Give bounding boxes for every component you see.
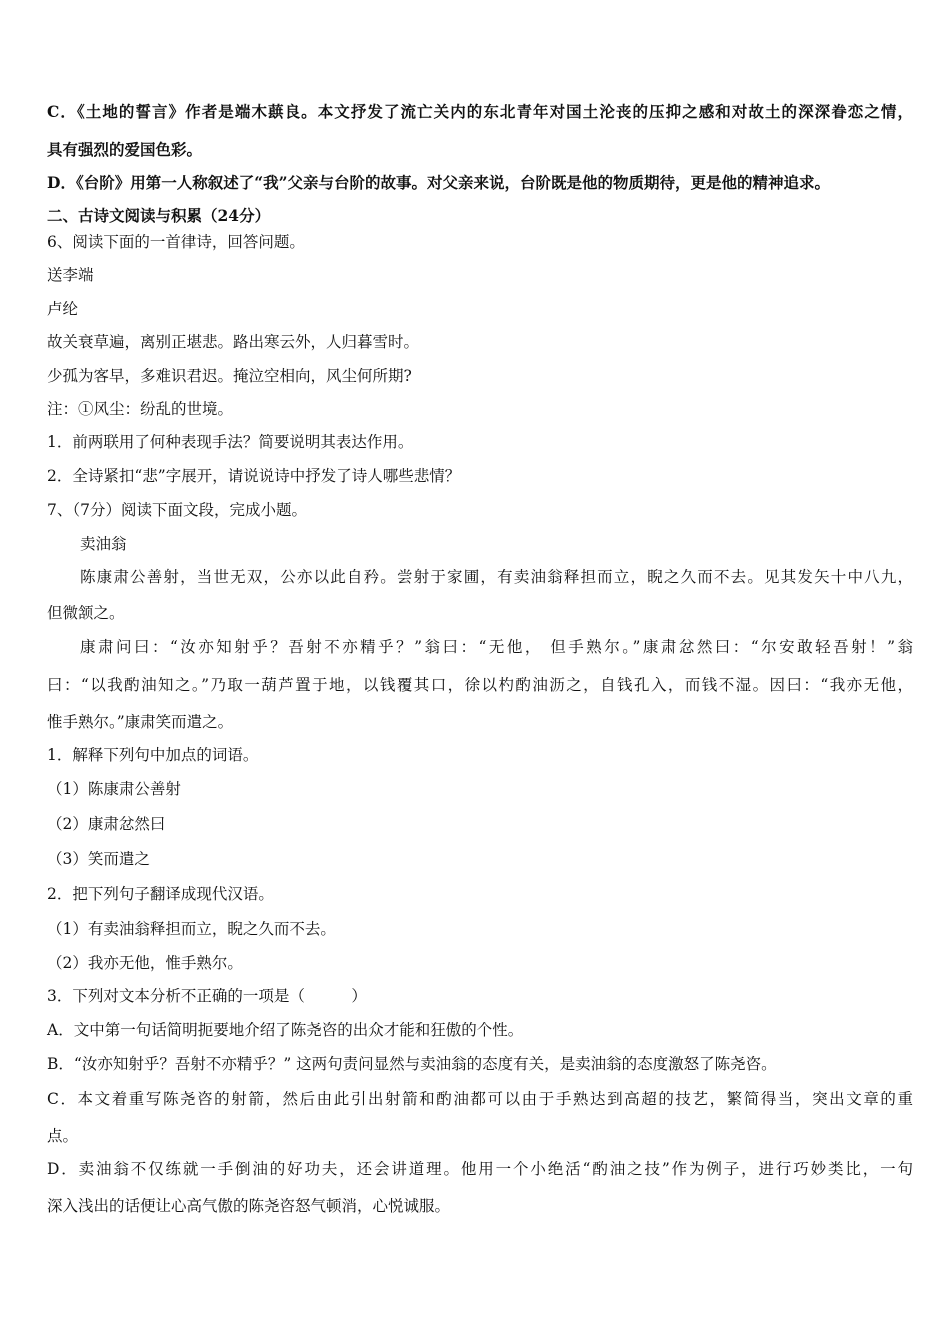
q7-option-c-line1: C．本文着重写陈尧咨的射箭，然后由此引出射箭和酌油都可以由于手熟达到高超的技艺，繁简得当，突出文章的重 — [47, 1090, 913, 1108]
poem-line-1: 故关衰草遍，离别正堪悲。路出寒云外，人归暮雪时。 — [47, 333, 420, 351]
poem-line-2: 少孤为客早，多难识君迟。掩泣空相向，风尘何所期? — [47, 367, 412, 385]
option-c-line1: C．《土地的誓言》作者是端木蕻良。本文抒发了流亡关内的东北青年对国土沦丧的压抑之感和对故土的深深眷恋之情， — [47, 102, 913, 121]
q6-sub1: 1．前两联用了何种表现手法？简要说明其表达作用。 — [47, 433, 414, 451]
q7-sub1-c: （3）笑而遣之 — [47, 850, 150, 868]
q7-sub2-b: （2）我亦无他，惟手熟尔。 — [47, 954, 243, 972]
para1-line1: 陈康肃公善射，当世无双，公亦以此自矜。尝射于家圃，有卖油翁释担而立，睨之久而不去。见其发矢十中八九， — [80, 568, 913, 586]
option-d: D．《台阶》用第一人称叙述了“我”父亲与台阶的故事。对父亲来说，台阶既是他的物质期待，更是他的精神追求。 — [47, 173, 831, 192]
text-title: 卖油翁 — [80, 535, 127, 553]
para2-line2: 曰：“以我酌油知之。”乃取一葫芦置于地，以钱覆其口，徐以杓酌油沥之，自钱孔入，而钱不湿。因曰：“我亦无他， — [47, 676, 913, 694]
poem-title: 送李端 — [47, 266, 94, 284]
q7-option-d-line1: D．卖油翁不仅练就一手倒油的好功夫，还会讲道理。他用一个小绝活“酌油之技”作为例子，进行巧妙类比，一句 — [47, 1160, 913, 1178]
q7-sub2: 2．把下列句子翻译成现代汉语。 — [47, 885, 274, 903]
q7-sub1: 1．解释下列句中加点的词语。 — [47, 746, 259, 764]
q6-prompt: 6、阅读下面的一首律诗，回答问题。 — [47, 233, 305, 251]
poem-note: 注：①风尘：纷乱的世境。 — [47, 400, 234, 418]
q7-option-b: B．“汝亦知射乎？吾射不亦精乎？” 这两句责问显然与卖油翁的态度有关，是卖油翁的态度激怒了陈尧咨。 — [47, 1055, 777, 1073]
poem-author: 卢纶 — [47, 300, 79, 318]
q7-sub3: 3．下列对文本分析不正确的一项是（ ） — [47, 987, 367, 1005]
para2-line1: 康肃问曰：“汝亦知射乎？吾射不亦精乎？”翁曰：“无他， 但手熟尔。”康肃忿然曰：“尔安敢轻吾射！”翁 — [80, 638, 913, 656]
para2-line3: 惟手熟尔。”康肃笑而遣之。 — [47, 713, 234, 731]
q7-sub1-b: （2）康肃忿然曰 — [47, 815, 166, 833]
q6-sub2: 2．全诗紧扣“悲”字展开，请说说诗中抒发了诗人哪些悲情？ — [47, 467, 461, 485]
section-heading: 二、古诗文阅读与积累（24分） — [47, 206, 271, 225]
q7-sub1-a: （1）陈康肃公善射 — [47, 780, 181, 798]
q7-option-d-line2: 深入浅出的话便让心高气傲的陈尧咨怒气顿消，心悦诚服。 — [47, 1197, 451, 1215]
option-c-line2: 具有强烈的爱国色彩。 — [47, 140, 203, 159]
q7-prompt: 7、（7分）阅读下面文段，完成小题。 — [47, 501, 307, 519]
q7-option-a: A．文中第一句话简明扼要地介绍了陈尧咨的出众才能和狂傲的个性。 — [47, 1021, 524, 1039]
q7-option-c-line2: 点。 — [47, 1127, 79, 1145]
q7-sub2-a: （1）有卖油翁释担而立，睨之久而不去。 — [47, 920, 336, 938]
para1-line2: 但微颔之。 — [47, 604, 125, 622]
